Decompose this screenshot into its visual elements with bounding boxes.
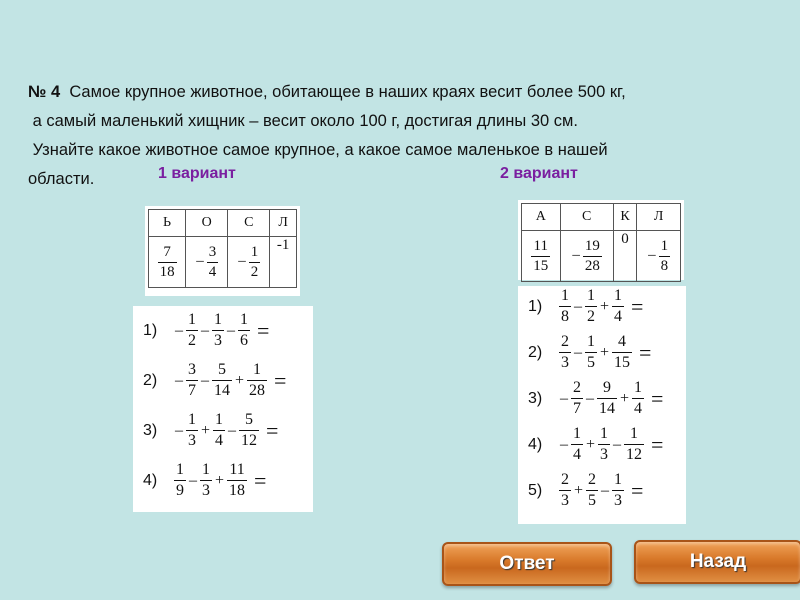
denominator: 2 — [587, 308, 595, 325]
numerator: 4 — [618, 333, 627, 350]
key-header-cell: Л — [637, 204, 681, 231]
denominator: 7 — [573, 400, 581, 417]
equals-sign: = — [651, 385, 664, 411]
fraction — [227, 462, 247, 499]
numerator: 1 — [214, 311, 222, 328]
variant-2-key-card — [518, 200, 684, 280]
numerator: 3 — [188, 361, 196, 378]
key-header-cell: О — [186, 210, 228, 237]
operator: – — [175, 321, 183, 339]
fraction — [531, 239, 550, 274]
fraction — [186, 312, 198, 349]
numerator: 1 — [630, 425, 639, 442]
fraction — [212, 362, 232, 399]
operator: – — [574, 297, 582, 315]
numerator: 2 — [573, 379, 581, 396]
equals-sign: = — [639, 339, 652, 365]
key-header-cell: К — [613, 204, 637, 231]
problem-text — [28, 78, 788, 194]
numerator: 11 — [229, 461, 245, 478]
denominator: 3 — [188, 432, 196, 449]
key-header-cell: Л — [270, 210, 297, 237]
fraction — [238, 312, 250, 349]
denominator: 5 — [587, 354, 595, 371]
key-value-cell — [149, 237, 186, 288]
denominator: 8 — [561, 308, 569, 325]
fraction — [559, 288, 571, 325]
operator: – — [175, 421, 183, 439]
operator: – — [201, 321, 209, 339]
denominator: 15 — [533, 257, 549, 274]
operator: – — [560, 389, 568, 407]
fraction — [612, 288, 624, 325]
fraction — [659, 239, 671, 274]
exercise-row — [528, 334, 651, 371]
exercise-number: 3) — [528, 389, 543, 407]
key-value-cell: -1 — [270, 237, 297, 288]
denominator: 8 — [660, 257, 669, 274]
operator: + — [574, 481, 584, 499]
fraction — [585, 288, 597, 325]
numerator: 2 — [561, 333, 569, 350]
denominator: 4 — [208, 263, 217, 280]
back-button[interactable]: Назад — [634, 540, 800, 584]
fraction — [559, 472, 571, 509]
denominator: 28 — [584, 257, 600, 274]
key-value-cell — [522, 231, 561, 282]
operator: – — [574, 343, 582, 361]
denominator: 18 — [229, 482, 246, 499]
exercise-row — [528, 426, 663, 463]
denominator: 12 — [241, 432, 258, 449]
fraction — [249, 245, 261, 280]
variant-1-key-card — [145, 206, 300, 296]
numerator: 1 — [561, 287, 569, 304]
denominator: 3 — [561, 492, 569, 509]
exercise-row — [528, 472, 643, 509]
problem-line-2: а самый маленький хищник – весит около 100 г, достигая длины 30 см. — [32, 112, 578, 130]
equals-sign: = — [254, 467, 267, 493]
numerator: 5 — [218, 361, 226, 378]
numerator: 1 — [240, 311, 248, 328]
numerator: 1 — [253, 361, 262, 378]
exercise-row — [528, 288, 643, 325]
equals-sign: = — [651, 431, 664, 457]
denominator: 12 — [626, 446, 643, 463]
equals-sign: = — [631, 477, 644, 503]
numerator: 1 — [188, 411, 196, 428]
numerator: 1 — [634, 379, 643, 396]
fraction — [158, 245, 177, 280]
fraction — [559, 334, 571, 371]
exercise-number: 4) — [528, 435, 543, 453]
operator: + — [620, 389, 630, 407]
fraction — [612, 334, 632, 371]
problem-line-4: области. — [28, 170, 95, 188]
key-header-cell: А — [522, 204, 561, 231]
sign: – — [238, 253, 246, 270]
fraction — [247, 362, 267, 399]
operator: + — [215, 471, 225, 489]
equals-sign: = — [274, 367, 287, 393]
operator: + — [600, 343, 610, 361]
variant-2-label: 2 вариант — [500, 165, 578, 182]
denominator: 9 — [176, 482, 184, 499]
fraction — [586, 472, 598, 509]
variant-1-exercises — [133, 306, 313, 512]
fraction — [583, 239, 602, 274]
denominator: 3 — [561, 354, 569, 371]
operator: + — [586, 435, 596, 453]
exercise-number: 5) — [528, 481, 543, 499]
exercise-row — [143, 312, 269, 349]
numerator: 19 — [584, 237, 600, 254]
numerator: 1 — [250, 243, 259, 260]
variant-2-exercises — [518, 286, 686, 524]
denominator: 4 — [634, 400, 643, 417]
sign: – — [196, 253, 204, 270]
variant-1-key-table — [148, 209, 297, 288]
fraction — [212, 312, 224, 349]
denominator: 4 — [215, 432, 224, 449]
fraction — [213, 412, 225, 449]
numerator: 1 — [202, 461, 210, 478]
operator: – — [613, 435, 622, 453]
key-header-cell: Ь — [149, 210, 186, 237]
denominator: 7 — [188, 382, 196, 399]
equals-sign: = — [266, 417, 279, 443]
operator: + — [201, 421, 211, 439]
variant-2-key-table — [521, 203, 681, 282]
problem-line-3: Узнайте какое животное самое крупное, а какое самое маленькое в нашей — [32, 141, 608, 159]
sign: – — [648, 247, 656, 264]
fraction — [585, 334, 597, 371]
denominator: 3 — [202, 482, 210, 499]
answer-button[interactable]: Ответ — [442, 542, 612, 586]
denominator: 3 — [214, 332, 222, 349]
denominator: 14 — [599, 400, 615, 417]
exercise-number: 2) — [528, 343, 543, 361]
fraction — [200, 462, 212, 499]
numerator: 1 — [215, 411, 224, 428]
numerator: 1 — [614, 287, 623, 304]
fraction — [207, 245, 219, 280]
numerator: 1 — [587, 333, 595, 350]
denominator: 3 — [614, 492, 623, 509]
operator: – — [189, 471, 197, 489]
operator: – — [560, 435, 568, 453]
numerator: 11 — [533, 237, 548, 254]
exercise-number: 3) — [143, 421, 158, 439]
denominator: 2 — [188, 332, 196, 349]
operator: – — [201, 371, 209, 389]
key-header-cell: С — [228, 210, 270, 237]
fraction — [239, 412, 259, 449]
numerator: 1 — [188, 311, 196, 328]
exercise-row — [528, 380, 663, 417]
operator: – — [227, 321, 235, 339]
numerator: 1 — [176, 461, 184, 478]
key-value-cell — [560, 231, 613, 282]
fraction — [598, 426, 610, 463]
exercise-row — [143, 362, 286, 399]
operator: – — [601, 481, 610, 499]
fraction — [174, 462, 186, 499]
numerator: 2 — [588, 471, 597, 488]
numerator: 9 — [603, 379, 611, 396]
denominator: 6 — [240, 332, 248, 349]
denominator: 4 — [614, 308, 623, 325]
numerator: 2 — [561, 471, 569, 488]
operator: – — [175, 371, 183, 389]
fraction — [597, 380, 617, 417]
fraction — [186, 412, 198, 449]
numerator: 7 — [163, 243, 171, 260]
key-header-cell: С — [560, 204, 613, 231]
operator: + — [235, 371, 245, 389]
operator: – — [586, 389, 594, 407]
numerator: 1 — [660, 237, 669, 254]
numerator: 1 — [600, 425, 609, 442]
exercise-row — [143, 462, 266, 499]
exercise-row — [143, 412, 278, 449]
problem-line-1: № 4 Самое крупное животное, обитающее в наших краях весит более 500 кг, — [28, 83, 626, 101]
fraction — [624, 426, 644, 463]
equals-sign: = — [257, 317, 270, 343]
key-value-cell — [186, 237, 228, 288]
denominator: 28 — [249, 382, 266, 399]
key-value-cell: 0 — [613, 231, 637, 282]
numerator: 1 — [614, 471, 623, 488]
denominator: 18 — [159, 263, 175, 280]
operator: + — [600, 297, 610, 315]
key-value-cell — [228, 237, 270, 288]
fraction — [571, 380, 583, 417]
problem-number: № 4 — [28, 83, 61, 101]
key-value-cell — [637, 231, 681, 282]
operator: – — [228, 421, 237, 439]
denominator: 4 — [573, 446, 581, 463]
exercise-number: 1) — [528, 297, 543, 315]
exercise-number: 2) — [143, 371, 158, 389]
fraction — [632, 380, 644, 417]
numerator: 3 — [208, 243, 217, 260]
fraction — [186, 362, 198, 399]
equals-sign: = — [631, 293, 644, 319]
exercise-number: 1) — [143, 321, 158, 339]
numerator: 1 — [587, 287, 595, 304]
denominator: 3 — [600, 446, 609, 463]
variant-1-label: 1 вариант — [158, 165, 236, 182]
denominator: 14 — [214, 382, 230, 399]
numerator: 5 — [245, 411, 254, 428]
fraction — [571, 426, 583, 463]
sign: – — [572, 247, 580, 264]
denominator: 5 — [588, 492, 597, 509]
numerator: 1 — [573, 425, 581, 442]
denominator: 2 — [250, 263, 259, 280]
fraction — [612, 472, 624, 509]
denominator: 15 — [614, 354, 631, 371]
exercise-number: 4) — [143, 471, 158, 489]
